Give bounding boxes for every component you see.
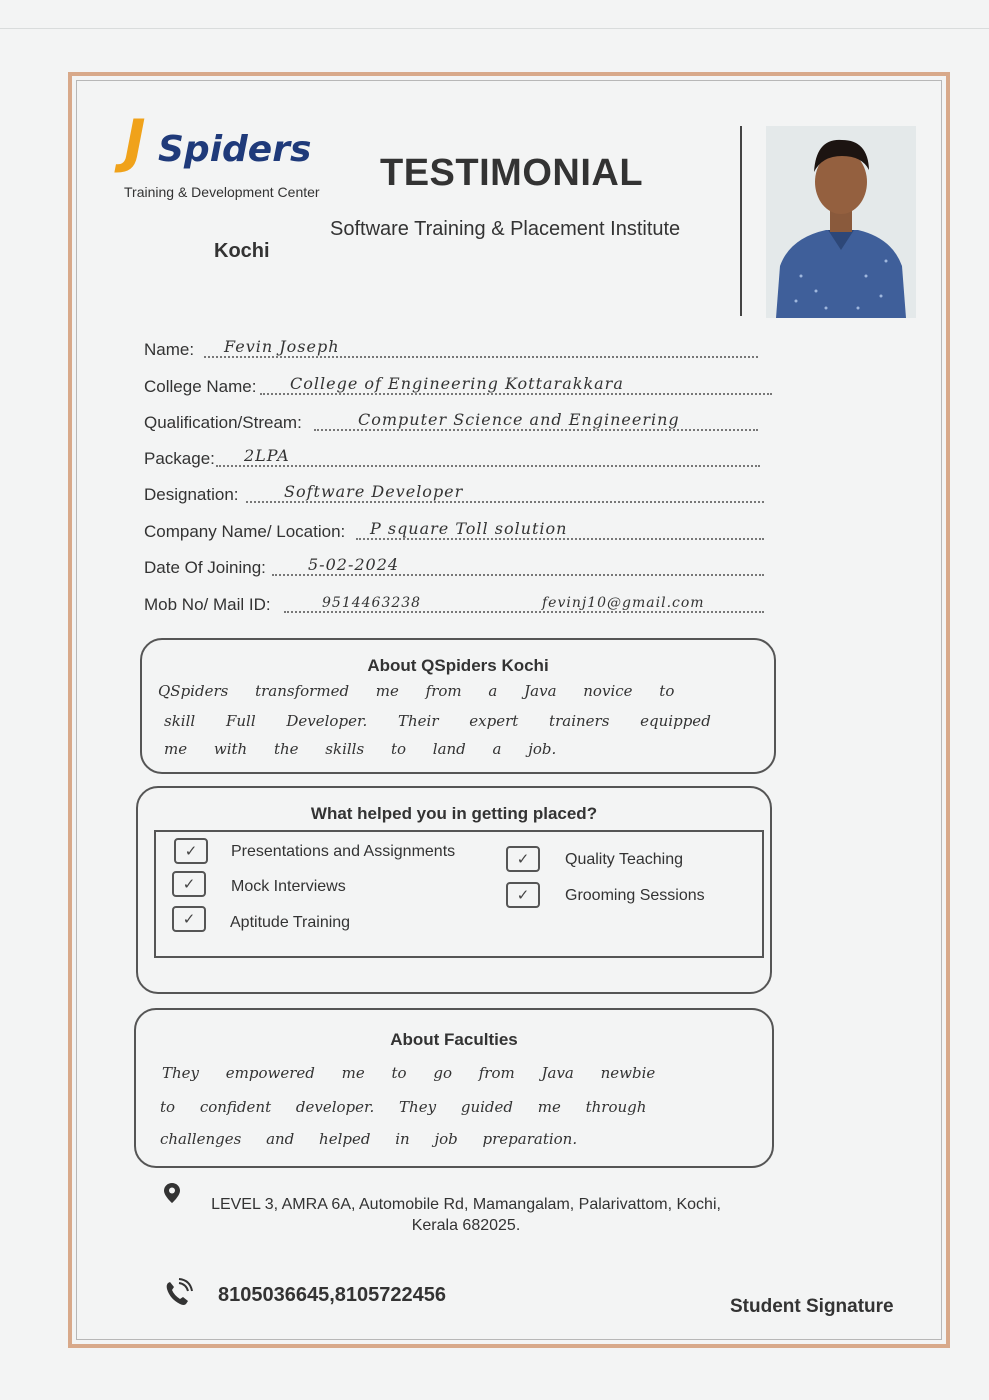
about-qspiders-line: QSpiders transformed me from a Java novice to	[158, 682, 675, 700]
logo-tagline: Training & Development Center	[124, 184, 320, 200]
placement-help-heading: What helped you in getting placed?	[310, 804, 598, 823]
checkbox-quality-teaching[interactable]: ✓	[506, 846, 540, 872]
field-value: Fevin Joseph	[224, 337, 340, 356]
field-value-email: fevinj10@gmail.com	[542, 595, 705, 611]
option-label: Mock Interviews	[231, 878, 346, 895]
page-title: TESTIMONIAL	[380, 152, 644, 194]
field-label: College Name:	[144, 377, 257, 396]
field-value: P square Toll solution	[370, 519, 568, 538]
option-label: Presentations and Assignments	[231, 843, 456, 860]
field-value: 5-02-2024	[308, 555, 400, 574]
institute-address	[186, 1194, 746, 1236]
field-value: 2LPA	[244, 446, 290, 465]
about-faculties-line: They empowered me to go from Java newbie	[162, 1064, 656, 1082]
paper-edge-line	[0, 28, 989, 29]
field-label: Company Name/ Location:	[144, 522, 346, 541]
field-value: Software Developer	[284, 482, 464, 501]
page-subtitle: Software Training & Placement Institute	[330, 218, 681, 240]
field-qualification	[144, 407, 758, 433]
checkbox-aptitude-training[interactable]: ✓	[172, 906, 206, 932]
field-label: Date Of Joining:	[144, 558, 266, 577]
field-mob-mail	[144, 589, 764, 615]
about-faculties-line: to confident developer. They guided me through	[160, 1098, 647, 1116]
logo-brand: Spiders	[158, 129, 312, 170]
student-signature-label: Student Signature	[730, 1296, 894, 1317]
logo-initial: J	[124, 107, 146, 175]
option-label: Quality Teaching	[565, 851, 683, 868]
field-designation	[144, 479, 764, 505]
field-name	[144, 334, 758, 360]
field-package	[144, 443, 760, 469]
about-qspiders-line: me with the skills to land a job.	[164, 740, 557, 758]
field-label: Designation:	[144, 485, 239, 504]
field-value-mobile: 9514463238	[322, 595, 422, 611]
field-label: Mob No/ Mail ID:	[144, 595, 271, 614]
address-line-2: Kerala 682025.	[411, 1217, 521, 1234]
checkbox-presentations[interactable]: ✓	[174, 838, 208, 864]
checkbox-mock-interviews[interactable]: ✓	[172, 871, 206, 897]
field-label: Package:	[144, 449, 215, 468]
field-value: College of Engineering Kottarakkara	[290, 374, 624, 393]
branch-city: Kochi	[214, 240, 270, 262]
contact-phones: 8105036645,8105722456	[218, 1284, 447, 1306]
location-pin-icon	[164, 1183, 180, 1203]
address-line-1: LEVEL 3, AMRA 6A, Automobile Rd, Mamangalam, Palarivattom, Kochi,	[211, 1196, 721, 1213]
checkbox-grooming-sessions[interactable]: ✓	[506, 882, 540, 908]
field-value: Computer Science and Engineering	[358, 410, 680, 429]
about-qspiders-line: skill Full Developer. Their expert trainers equipped	[164, 712, 711, 730]
jspiders-logo	[124, 107, 320, 208]
about-faculties-heading: About Faculties	[390, 1030, 518, 1049]
field-college-name	[144, 371, 772, 397]
phone-icon	[162, 1277, 194, 1309]
option-label: Aptitude Training	[230, 914, 351, 931]
about-qspiders-heading: About QSpiders Kochi	[367, 656, 549, 675]
field-company-location	[144, 516, 764, 542]
student-photo	[766, 126, 916, 318]
student-photo-frame	[740, 126, 912, 316]
about-faculties-line: challenges and helped in job preparation.	[160, 1130, 578, 1148]
option-label: Grooming Sessions	[565, 887, 705, 904]
field-label: Name:	[144, 340, 195, 359]
field-label: Qualification/Stream:	[144, 413, 302, 432]
field-date-of-joining	[144, 552, 764, 578]
